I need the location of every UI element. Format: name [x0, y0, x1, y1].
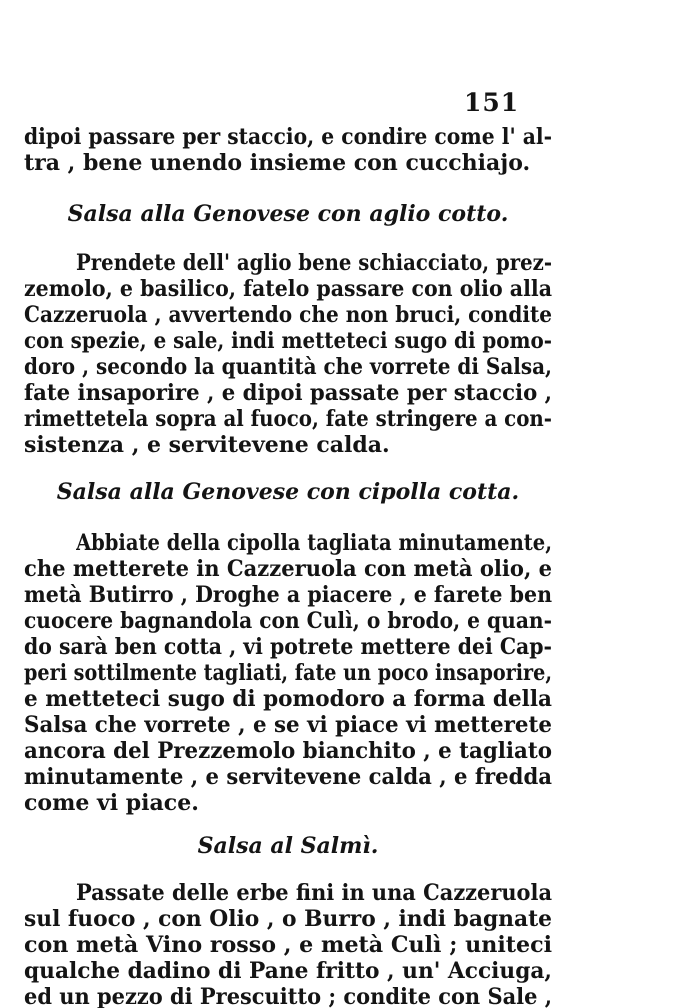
section-heading: Salsa alla Genovese con cipolla cotta. — [56, 479, 520, 505]
text-line: ed un pezzo di Prescuitto ; condite con Sale , — [24, 984, 552, 1008]
text-line: che metterete in Cazzeruola con metà olio, e — [24, 556, 552, 582]
text-line: con metà Vino rosso , e metà Culì ; uniteci — [24, 932, 552, 958]
text-line: minutamente , e servitevene calda , e fredda — [24, 764, 552, 790]
text-line: qualche dadino di Pane fritto , un' Acciuga, — [24, 958, 552, 984]
text-line: ancora del Prezzemolo bianchito , e tagliato — [24, 738, 552, 764]
text-line: Passate delle erbe fini in una Cazzeruola — [76, 880, 552, 906]
text-line: peri sottilmente tagliati, fate un poco insaporire, — [24, 660, 552, 686]
text-line: e metteteci sugo di pomodoro a forma della — [24, 686, 552, 712]
text-line: cuocere bagnandola con Culì, o brodo, e quan- — [24, 608, 552, 634]
section-heading: Salsa al Salmì. — [197, 833, 379, 859]
text-line: Cazzeruola , avvertendo che non bruci, condite — [24, 302, 552, 328]
text-line: come vi piace. — [24, 790, 199, 816]
text-line: Prendete dell' aglio bene schiacciato, prez- — [76, 250, 552, 276]
text-line: con spezie, e sale, indi metteteci sugo di pomo- — [24, 328, 552, 354]
text-line: metà Butirro , Droghe a piacere , e farete ben — [24, 582, 552, 608]
text-line: rimettetela sopra al fuoco, fate stringere a con- — [24, 406, 552, 432]
text-line: doro , secondo la quantità che vorrete di Salsa, — [24, 354, 552, 380]
text-line: dipoi passare per staccio, e condire come l' al- — [24, 124, 552, 150]
text-line: sistenza , e servitevene calda. — [24, 432, 390, 458]
text-line: tra , bene unendo insieme con cucchiajo. — [24, 150, 531, 176]
text-line: Salsa che vorrete , e se vi piace vi metterete — [24, 712, 552, 738]
page-number: 151 — [464, 88, 520, 117]
text-line: do sarà ben cotta , vi potrete mettere dei Cap- — [24, 634, 552, 660]
text-line: zemolo, e basilico, fatelo passare con olio alla — [24, 276, 552, 302]
text-line: fate insaporire , e dipoi passate per staccio , — [24, 380, 552, 406]
section-heading: Salsa alla Genovese con aglio cotto. — [67, 201, 509, 227]
text-line: sul fuoco , con Olio , o Burro , indi bagnate — [24, 906, 552, 932]
text-line: Abbiate della cipolla tagliata minutamente, — [76, 530, 552, 556]
